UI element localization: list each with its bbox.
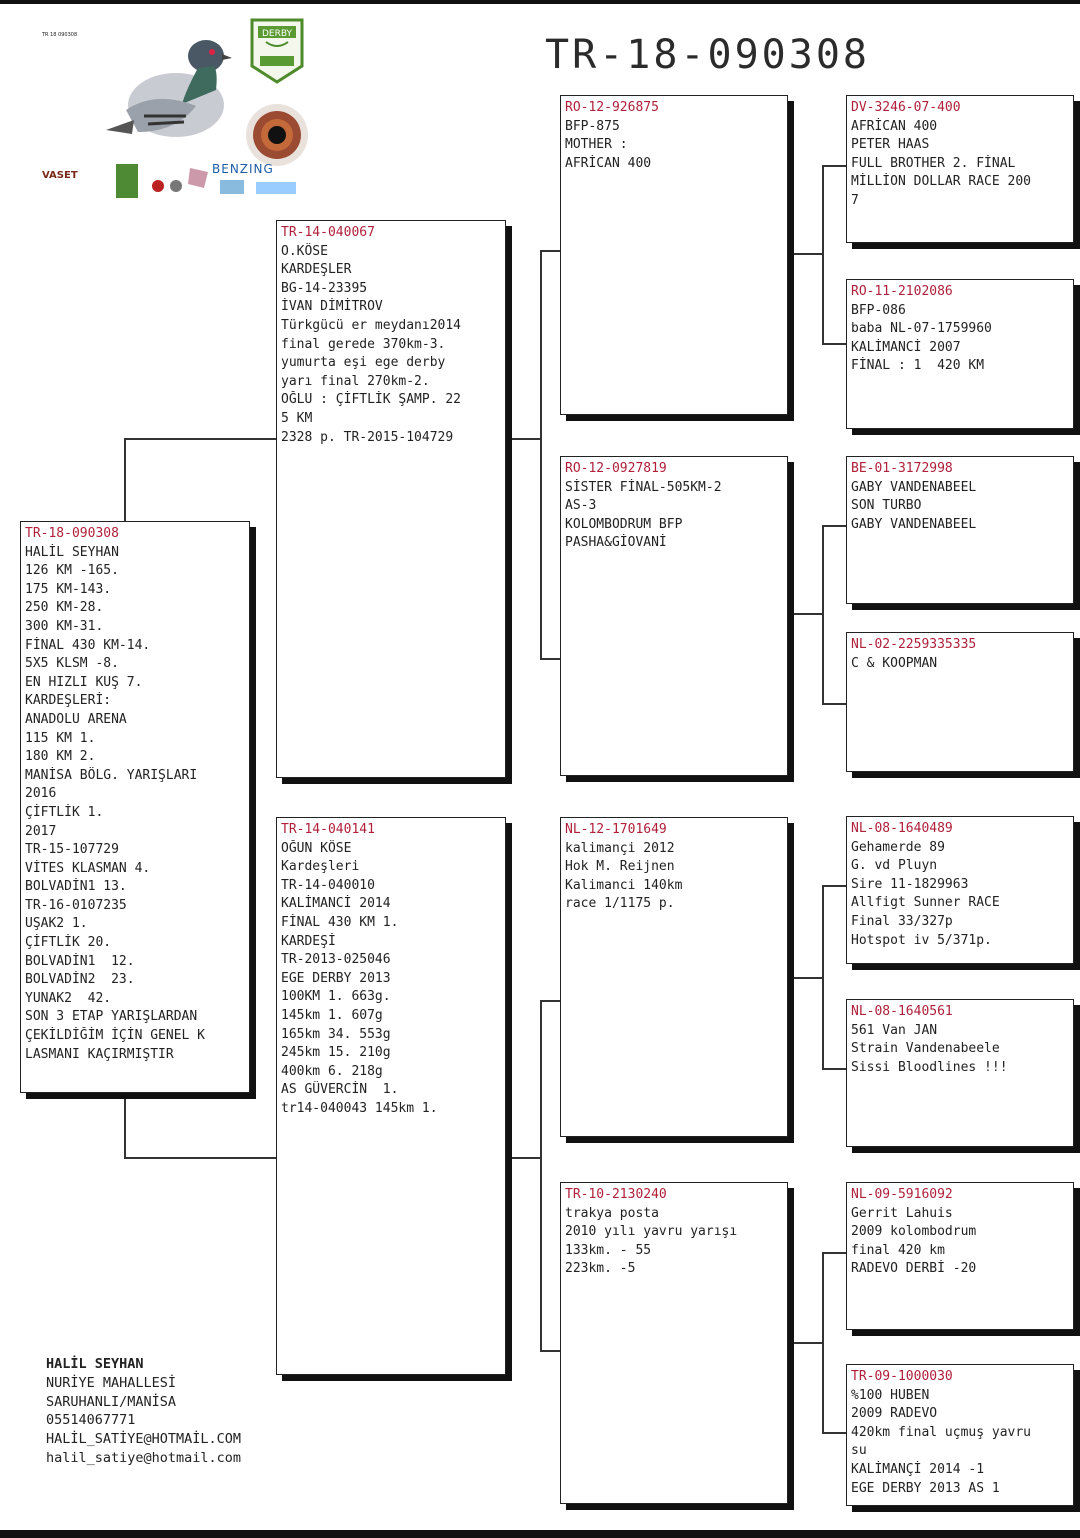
connector — [788, 1342, 824, 1344]
info-line: EGE DERBY 2013 AS 1 — [851, 1480, 1000, 1496]
info-line: AS-3 — [565, 498, 597, 514]
info-line: Sire 11-1829963 — [851, 876, 969, 892]
owner-city: SARUHANLI/MANİSA — [46, 1393, 177, 1410]
connector — [540, 1000, 562, 1002]
info-line: ÇEKİLDİĞİM İÇİN GENEL K — [25, 1028, 206, 1044]
info-line: KALİMANCİ 2014 — [281, 896, 391, 912]
ring-number: NL-08-1640489 — [851, 821, 953, 836]
connector — [124, 1157, 278, 1159]
great-grandparent-box-8 — [846, 1364, 1074, 1506]
connector — [124, 438, 278, 440]
connector — [822, 165, 848, 167]
info-line: 100KM 1. 663g. — [281, 989, 391, 1005]
info-line: 5X5 KLSM -8. — [25, 656, 119, 672]
info-line: 145km 1. 607g — [281, 1007, 383, 1023]
great-grandparent-box-2 — [846, 279, 1074, 429]
info-line: Gehamerde 89 — [851, 839, 945, 855]
info-line: Allfigt Sunner RACE — [851, 895, 1000, 911]
ring-number: TR-18-090308 — [25, 526, 119, 541]
great-grandparent-box-7 — [846, 1182, 1074, 1330]
owner-contact — [46, 1355, 241, 1468]
info-line: final 420 km — [851, 1242, 945, 1258]
info-line: 126 KM -165. — [25, 563, 119, 579]
info-line: EN HIZLI KUŞ 7. — [25, 674, 143, 690]
info-line: ANADOLU ARENA — [25, 711, 127, 727]
info-line: FİNAL : 1 420 KM — [851, 358, 985, 374]
info-line: tr14-040043 145km 1. — [281, 1100, 438, 1116]
info-line: TR-16-0107235 — [25, 897, 127, 913]
info-line: final gerede 370km-3. — [281, 336, 446, 352]
connector — [822, 525, 848, 527]
info-line: HALİL SEYHAN — [25, 544, 119, 560]
info-line: Strain Vandenabeele — [851, 1041, 1000, 1057]
connector — [822, 885, 848, 887]
info-line: 2017 — [25, 823, 57, 839]
info-line: BG-14-23395 — [281, 280, 368, 296]
sire-dam-box — [560, 456, 788, 776]
info-line: MOTHER : — [565, 137, 628, 153]
info-line: OĞUN KÖSE — [281, 840, 352, 856]
connector — [540, 1000, 542, 1352]
subject-pigeon-box — [20, 521, 250, 1093]
info-line: GABY VANDENABEEL — [851, 479, 977, 495]
info-line: BFP-086 — [851, 302, 906, 318]
info-line: GABY VANDENABEEL — [851, 516, 977, 532]
info-line: 2010 yılı yavru yarışı — [565, 1224, 738, 1240]
ring-number: DV-3246-07-400 — [851, 100, 961, 115]
info-line: 2016 — [25, 786, 57, 802]
logo-ring-text: TR 18 090308 — [42, 32, 78, 38]
owner-name: HALİL SEYHAN — [46, 1356, 144, 1372]
owner-address: NURİYE MAHALLESİ — [46, 1374, 177, 1391]
info-line: kalimançi 2012 — [565, 840, 675, 856]
ring-number: NL-08-1640561 — [851, 1004, 953, 1019]
dam-dam-box — [560, 1182, 788, 1504]
info-line: BOLVADİN1 13. — [25, 879, 127, 895]
info-line: AFRİCAN 400 — [565, 155, 652, 171]
info-line: BOLVADİN2 23. — [25, 972, 135, 988]
info-line: KARDEŞLER — [281, 262, 352, 278]
info-line: RADEVO DERBİ -20 — [851, 1261, 977, 1277]
info-line: MANİSA BÖLG. YARIŞLARI — [25, 767, 198, 783]
info-line: 165km 34. 553g — [281, 1026, 391, 1042]
info-line: O.KÖSE — [281, 243, 328, 259]
ring-number: TR-09-1000030 — [851, 1369, 953, 1384]
info-line: Final 33/327p — [851, 913, 953, 929]
sire-box — [276, 220, 506, 778]
connector — [822, 165, 824, 345]
info-line: Hok M. Reijnen — [565, 859, 675, 875]
info-line: İVAN DİMİTROV — [281, 299, 383, 315]
info-line: ÇİFTLİK 1. — [25, 804, 104, 820]
ring-number: NL-02-2259335335 — [851, 637, 977, 652]
info-line: KOLOMBODRUM BFP — [565, 516, 683, 532]
ring-number: RO-12-926875 — [565, 100, 659, 115]
info-line: FİNAL 430 KM 1. — [281, 914, 399, 930]
info-line: 420km final uçmuş yavru — [851, 1424, 1032, 1440]
info-line: TR-2013-025046 — [281, 952, 391, 968]
connector — [124, 1092, 126, 1158]
great-grandparent-box-6 — [846, 999, 1074, 1147]
info-line: trakya posta — [565, 1205, 659, 1221]
info-line: 2328 p. TR-2015-104729 — [281, 429, 454, 445]
connector — [822, 1252, 848, 1254]
info-line: AFRİCAN 400 — [851, 118, 938, 134]
info-line: KALİMANÇİ 2014 -1 — [851, 1461, 985, 1477]
info-line: BFP-875 — [565, 118, 620, 134]
connector — [788, 977, 824, 979]
info-line: KALİMANCİ 2007 — [851, 339, 961, 355]
info-line: 180 KM 2. — [25, 749, 96, 765]
info-line: PETER HAAS — [851, 137, 930, 153]
connector — [822, 703, 848, 705]
connector — [822, 525, 824, 705]
info-line: Kalimanci 140km — [565, 877, 683, 893]
info-line: SİSTER FİNAL-505KM-2 — [565, 479, 722, 495]
great-grandparent-box-3 — [846, 456, 1074, 604]
info-line: 2009 kolombodrum — [851, 1224, 977, 1240]
info-line: PASHA&GİOVANİ — [565, 535, 667, 551]
connector — [506, 1157, 542, 1159]
great-grandparent-box-4 — [846, 632, 1074, 772]
ring-number: RO-11-2102086 — [851, 284, 953, 299]
info-line: EGE DERBY 2013 — [281, 970, 391, 986]
great-grandparent-box-1 — [846, 95, 1074, 243]
info-line: TR-14-040010 — [281, 877, 375, 893]
info-line: SON 3 ETAP YARIŞLARDAN — [25, 1009, 198, 1025]
info-line: BOLVADİN1 12. — [25, 953, 135, 969]
info-line: Kardeşleri — [281, 859, 360, 875]
info-line: UŞAK2 1. — [25, 916, 88, 932]
info-line: Sissi Bloodlines !!! — [851, 1059, 1008, 1075]
info-line: 300 KM-31. — [25, 618, 104, 634]
info-line: FİNAL 430 KM-14. — [25, 637, 151, 653]
info-line: AS GÜVERCİN 1. — [281, 1082, 399, 1098]
info-line: race 1/1175 p. — [565, 896, 675, 912]
connector — [540, 1350, 562, 1352]
connector — [506, 438, 542, 440]
info-line: yumurta eşi ege derby — [281, 355, 446, 371]
info-line: 175 KM-143. — [25, 581, 112, 597]
logo-small-text — [42, 20, 77, 50]
connector — [540, 658, 562, 660]
connector — [788, 253, 824, 255]
owner-email-lower: halil_satiye@hotmail.com — [46, 1449, 242, 1466]
info-line: yarı final 270km-2. — [281, 373, 430, 389]
connector — [822, 1068, 848, 1070]
page-title: TR-18-090308 — [545, 32, 870, 78]
ring-number: TR-10-2130240 — [565, 1187, 667, 1202]
info-line: 7 — [851, 192, 859, 208]
connector — [822, 343, 848, 345]
vaset-logo: VASET — [42, 170, 78, 181]
bottom-border — [0, 1530, 1080, 1538]
sire-sire-box — [560, 95, 788, 415]
connector — [788, 613, 824, 615]
connector — [540, 250, 562, 252]
info-line: KARDEŞİ — [281, 933, 336, 949]
connector — [124, 438, 126, 522]
info-line: 5 KM — [281, 410, 313, 426]
connector — [822, 1432, 848, 1434]
info-line: ÇİFTLİK 20. — [25, 935, 112, 951]
sponsor-logo-area — [36, 14, 326, 209]
benzing-logo: BENZING — [212, 162, 274, 176]
dam-sire-box — [560, 817, 788, 1137]
info-line: KARDEŞLERİ: — [25, 693, 112, 709]
info-line: VİTES KLASMAN 4. — [25, 860, 151, 876]
info-line: G. vd Pluyn — [851, 858, 938, 874]
info-line: 115 KM 1. — [25, 730, 96, 746]
info-line: Hotspot iv 5/371p. — [851, 932, 992, 948]
owner-email: HALİL_SATİYE@HOTMAİL.COM — [46, 1431, 242, 1448]
derby-badge-text: DERBY — [261, 29, 293, 39]
info-line: 250 KM-28. — [25, 600, 104, 616]
info-line: Türkgücü er meydanı2014 — [281, 317, 462, 333]
connector — [540, 250, 542, 660]
info-line: SON TURBO — [851, 498, 922, 514]
great-grandparent-box-5 — [846, 816, 1074, 964]
info-line: su — [851, 1443, 867, 1459]
info-line: baba NL-07-1759960 — [851, 321, 992, 337]
info-line: MİLLİON DOLLAR RACE 200 — [851, 174, 1032, 190]
info-line: FULL BROTHER 2. FİNAL — [851, 155, 1016, 171]
ring-number: BE-01-3172998 — [851, 461, 953, 476]
info-line: LASMANI KAÇIRMIŞTIR — [25, 1046, 174, 1062]
info-line: 561 Van JAN — [851, 1022, 938, 1038]
owner-phone: 05514067771 — [46, 1412, 136, 1429]
info-line: 2009 RADEVO — [851, 1406, 938, 1422]
info-line: 223km. -5 — [565, 1261, 636, 1277]
info-line: 245km 15. 210g — [281, 1045, 391, 1061]
pigeon-eye-icon — [244, 102, 310, 168]
ring-number: NL-12-1701649 — [565, 822, 667, 837]
pigeon-icon — [86, 20, 236, 160]
dam-box — [276, 817, 506, 1375]
ring-number: RO-12-0927819 — [565, 461, 667, 476]
ring-number: TR-14-040067 — [281, 225, 375, 240]
info-line: YUNAK2 42. — [25, 990, 112, 1006]
info-line: C & KOOPMAN — [851, 655, 938, 671]
info-line: 133km. - 55 — [565, 1242, 652, 1258]
info-line: Gerrit Lahuis — [851, 1205, 953, 1221]
top-border — [0, 0, 1080, 4]
ring-number: NL-09-5916092 — [851, 1187, 953, 1202]
product-icons — [116, 162, 316, 202]
ring-number: TR-14-040141 — [281, 822, 375, 837]
info-line: TR-15-107729 — [25, 842, 119, 858]
info-line: OĞLU : ÇİFTLİK ŞAMP. 22 — [281, 392, 462, 408]
derby-badge-icon — [246, 16, 308, 86]
info-line: 400km 6. 218g — [281, 1063, 383, 1079]
info-line: %100 HUBEN — [851, 1387, 930, 1403]
